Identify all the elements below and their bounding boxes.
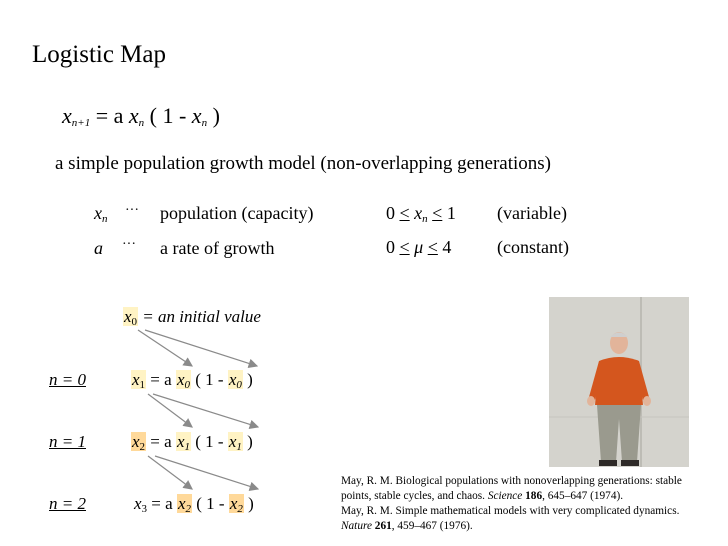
def-kind: (constant): [497, 237, 569, 257]
iteration-label: n = 0: [49, 370, 86, 389]
reference-citation: May, R. M. Biological populations with nonoverlapping generations: stable points, stable cycles, and chaos. Science 186, 645–647 (1974). May, R. M. Simple mathematical models with very complicated dynamics. Nature 261, 459–467 (1976).: [341, 475, 682, 532]
arrow-line: [138, 330, 192, 366]
def-dots: ···: [125, 203, 139, 218]
formula-x2: x: [128, 103, 139, 128]
def-symbol-a: a: [94, 238, 103, 258]
def-desc: a rate of growth: [160, 238, 275, 258]
formula-sub: n+1: [71, 117, 91, 129]
subtitle: a simple population growth model (non-overlapping generations): [55, 153, 551, 174]
formula-mid: ( 1 -: [144, 103, 192, 128]
def-range: 0 < μ < 4: [386, 237, 452, 257]
formula-end: ): [207, 103, 220, 128]
slide-title: Logistic Map: [32, 41, 167, 68]
formula-x: x: [62, 103, 72, 128]
iteration-equation: x1 = a $x_0$ ( $1 - x_0$ ): [132, 370, 253, 391]
portrait-image: [549, 297, 689, 467]
def-desc: population (capacity): [160, 203, 314, 223]
formula-x3: x: [191, 103, 202, 128]
initial-value: x0 = an initial value: [124, 307, 261, 328]
iteration-equation: x2 = a $x_1$ ( $1 - x_1$ ): [132, 432, 253, 453]
iteration-equation: x3 = a $x_2$ ( $1 - x_2$ ): [134, 494, 254, 515]
iteration-label: n = 1: [49, 432, 86, 451]
iteration-label: n = 2: [49, 494, 86, 513]
formula-sub2: n: [138, 117, 145, 129]
def-kind: (variable): [497, 203, 567, 223]
def-symbol-x: $x_n$: [94, 203, 108, 225]
photo-robert-may: [549, 297, 689, 467]
def-dots: ···: [122, 237, 136, 252]
def-range: $0 < x_n < 1$: [386, 203, 456, 225]
arrow-line: [145, 330, 257, 366]
formula-sub3: n: [201, 117, 208, 129]
arrow-line: [153, 394, 258, 427]
formula-eq: = a: [90, 103, 129, 128]
